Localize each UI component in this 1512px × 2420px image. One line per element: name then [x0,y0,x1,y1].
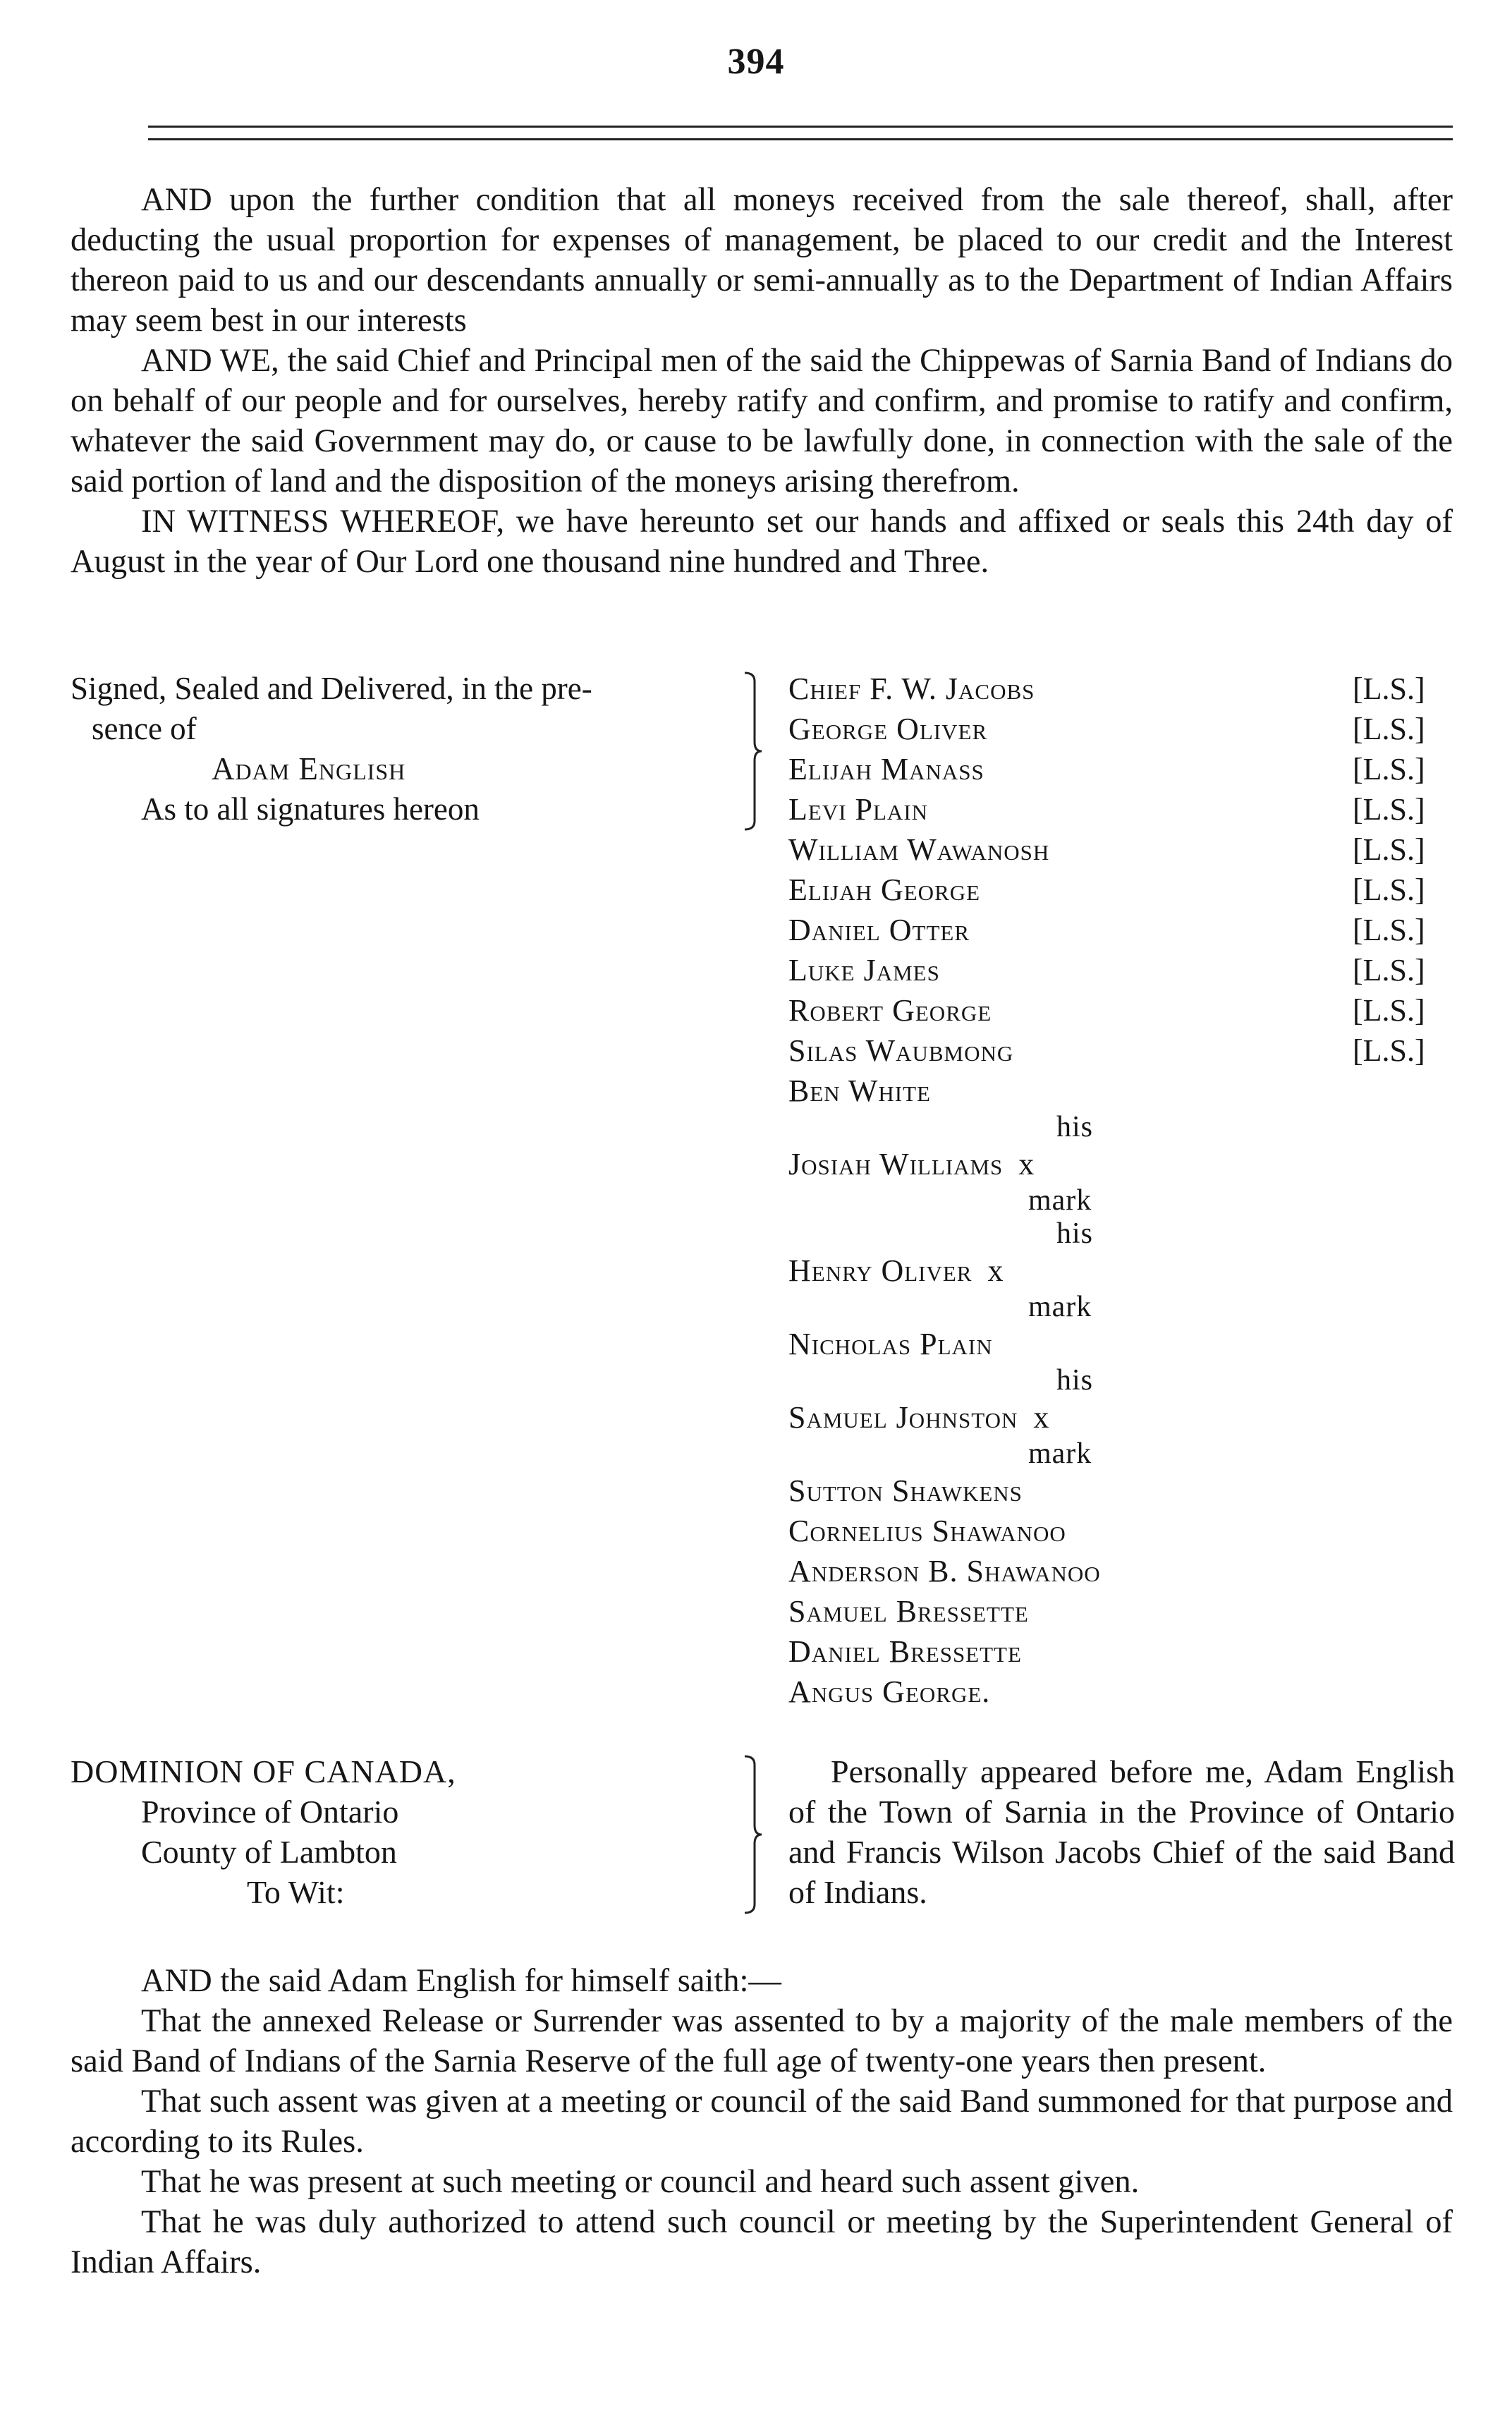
attestation-line: Signed, Sealed and Delivered, in the pre- [71,671,592,706]
signatory-row [788,990,1473,1030]
signatory-row [788,950,1473,990]
affidavit-line: That he was duly authorized to attend such council or meeting by the Superintendent General of Indian Affairs. [71,2204,1453,2280]
signatory-name: Robert George [788,993,992,1028]
seal-label: [L.S.] [1353,953,1425,987]
signatory-row [788,789,1473,829]
seal-label: [L.S.] [1353,1033,1425,1068]
signatory-row [788,1551,1473,1591]
signatory-name: Samuel Bressette [788,1594,1029,1629]
signatory-name: Levi Plain [788,792,929,827]
signatory-name: Sutton Shawkens [788,1473,1023,1508]
mark-x: x [1018,1147,1035,1181]
affidavit-block [71,1961,1453,2282]
mark-label: mark [1028,1291,1092,1323]
mark-label-row [788,1291,1473,1324]
signatory-row [788,870,1473,910]
signatory-name: William Wawanosh [788,832,1050,867]
seal-label: [L.S.] [1353,872,1425,907]
seal-label: [L.S.] [1353,913,1425,947]
signatory-name: Daniel Bressette [788,1634,1022,1669]
mark-label: mark [1028,1184,1092,1217]
signatory-name: Luke James [788,953,940,987]
signatory-row [788,709,1473,749]
signatory-row [788,1631,1473,1672]
witness-name: Adam English [212,751,406,786]
signatory-name: Josiah Williams [788,1147,1004,1181]
signatory-row [788,1591,1473,1631]
signatory-row [788,749,1473,789]
signatory-name: Chief F. W. Jacobs [788,671,1035,706]
signatory-name: Henry Oliver [788,1253,973,1288]
appearance-statement [788,1751,1455,1912]
signatory-row [788,1471,1473,1511]
signatory-name: Samuel Johnston [788,1400,1018,1435]
signatory-row [788,829,1473,870]
mark-his-label: his [1056,1364,1094,1397]
seal-label: [L.S.] [1353,712,1425,746]
dominion-brace [742,1755,763,1914]
dominion-line: Province of Ontario [141,1794,399,1830]
paragraph-witness-whereof: IN WITNESS WHEREOF, we have hereunto set our hands and affixed or seals this 24th day of August in the year of Our Lord one thousand nine hundred and Three. [71,504,1453,580]
signatory-row [788,1397,1473,1437]
dominion-line: DOMINION OF CANADA, [71,1753,456,1789]
mark-his-row [788,1111,1473,1144]
signatory-name: Silas Waubmong [788,1033,1014,1068]
dominion-block [71,1751,456,1912]
mark-label-row [788,1437,1473,1471]
page-number: 394 [727,42,785,82]
signatory-row [788,910,1473,950]
seal-label: [L.S.] [1353,832,1425,867]
seal-label: [L.S.] [1353,993,1425,1028]
signatory-name: Angus George. [788,1674,991,1709]
signatory-row [788,1251,1473,1291]
paragraph-proceeds: AND upon the further condition that all moneys received from the sale thereof, shall, after deducting the usual proportion for expenses of management, be placed to our credit and the Interest thereon paid to us and our descendants annually or semi-annually as to the Department of Indian Affairs may seem best in our interests [71,182,1453,339]
mark-label-row [788,1184,1473,1217]
dominion-line: To Wit: [247,1874,345,1910]
seal-label: [L.S.] [1353,752,1425,786]
signatory-row [788,1672,1473,1712]
signatory-row [788,1511,1473,1551]
attestation-line: As to all signatures hereon [141,791,480,827]
affidavit-line: AND the said Adam English for himself saith:— [141,1963,781,1999]
seal-label: [L.S.] [1353,792,1425,827]
header-rule-top [148,126,1453,128]
signatory-name: Anderson B. Shawanoo [788,1554,1101,1588]
mark-his-row [788,1364,1473,1397]
dominion-line: County of Lambton [141,1834,397,1870]
signatory-name: Daniel Otter [788,913,970,947]
attestation-line: sence of [92,711,197,746]
mark-x: x [1033,1400,1049,1435]
mark-his-label: his [1056,1111,1094,1143]
mark-x: x [987,1253,1004,1288]
signatory-row [788,669,1473,709]
attestation-block [71,669,748,829]
signatory-name: George Oliver [788,712,988,746]
treaty-body [71,180,1453,582]
signatory-name: Nicholas Plain [788,1327,993,1361]
affidavit-line: That the annexed Release or Surrender was assented to by a majority of the male members of the said Band of Indians of the Sarnia Reserve of the full age of twenty-one years then present. [71,2003,1453,2079]
signatory-name: Elijah George [788,872,981,907]
seal-label: [L.S.] [1353,671,1425,706]
signatory-name: Elijah Manass [788,752,984,786]
signatory-row [788,1144,1473,1184]
signature-list [788,669,1473,1712]
affidavit-line: That such assent was given at a meeting or council of the said Band summoned for that purpose and according to its Rules. [71,2084,1453,2160]
signatory-name: Cornelius Shawanoo [788,1514,1066,1548]
signatory-row [788,1324,1473,1364]
affidavit-line: That he was present at such meeting or council and heard such assent given. [141,2164,1140,2200]
attestation-brace [742,671,763,831]
mark-label: mark [1028,1437,1092,1470]
paragraph-ratification: AND WE, the said Chief and Principal men of the said the Chippewas of Sarnia Band of Indians do on behalf of our people and for ourselves, hereby ratify and confirm, and promise to ratify and confirm, whatever the said Government may do, or cause to be lawfully done, in connection with the sale of the said portion of land and the disposition of the moneys arising therefrom. [71,343,1453,499]
appearance-text: Personally appeared before me, Adam English of the Town of Sarnia in the Province of Ontario and Francis Wilson Jacobs Chief of the said Band of Indians. [788,1753,1455,1910]
mark-his-label: his [1056,1217,1094,1250]
mark-his-row [788,1217,1473,1251]
signatory-row [788,1071,1473,1111]
header-rule-bottom [148,138,1453,140]
signatory-name: Ben White [788,1074,931,1108]
signatory-row [788,1030,1473,1071]
